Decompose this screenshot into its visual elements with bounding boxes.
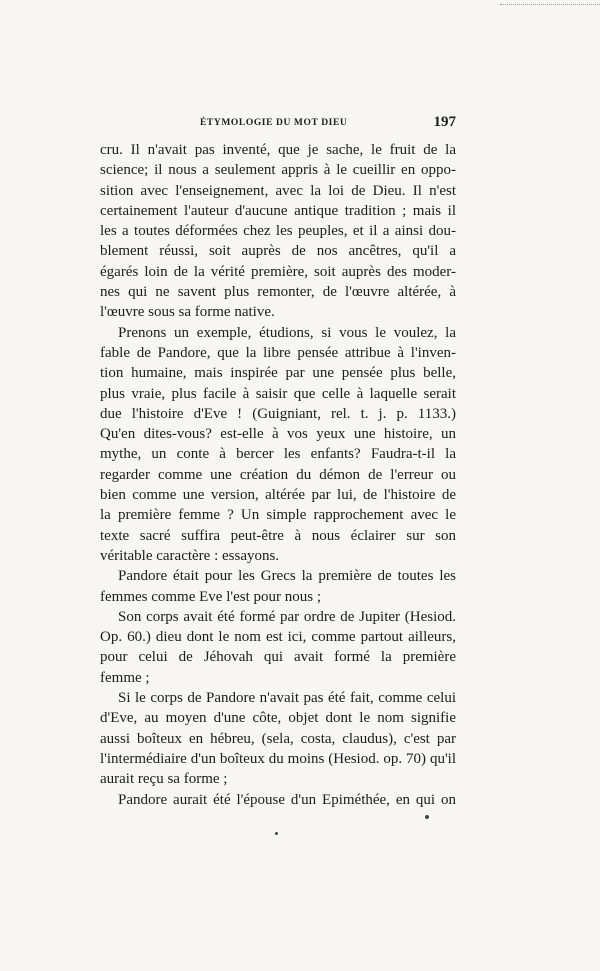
text-line: due l'histoire d'Eve ! (Guigniant, rel. t. j. p. 1133.) (100, 405, 456, 422)
text-line: plus vraie, plus facile à saisir que celle à laquelle serait (100, 385, 456, 402)
text-line: l'œuvre sous sa forme native. (100, 304, 275, 321)
text-line: Son corps avait été formé par ordre de Jupiter (Hesiod. (118, 608, 456, 625)
body-text (100, 140, 456, 810)
text-line: bien comme une version, altérée par lui, de l'histoire de (100, 487, 456, 504)
text-line: tion humaine, mais inspirée par une pensée plus belle, (100, 365, 456, 382)
text-line: Op. 60.) dieu dont le nom est ici, comme partout ailleurs, (100, 629, 456, 646)
text-line: Prenons un exemple, étudions, si vous le voulez, la (118, 324, 456, 341)
page-header (100, 116, 456, 138)
text-line: pour celui de Jéhovah qui avait formé la première (100, 649, 456, 666)
ink-speck (275, 832, 278, 835)
text-line: regarder comme une création du démon de l'erreur ou (100, 466, 456, 483)
text-line: nes qui ne savent plus remonter, de l'œuvre altérée, à (100, 284, 456, 301)
text-line: cru. Il n'avait pas inventé, que je sache, le fruit de la (100, 142, 456, 158)
text-line: femme ; (100, 669, 150, 686)
text-line: aussi boîteux en hébreu, (sela, costa, claudus), c'est par (100, 730, 456, 747)
text-line: la première femme ? Un simple rapprochement avec le (100, 507, 456, 524)
text-line: science; il nous a seulement appris à le cueillir en oppo- (100, 162, 456, 179)
ink-speck (425, 815, 429, 819)
text-line: sition avec l'enseignement, avec la loi de Dieu. Il n'est (100, 182, 456, 199)
text-line: égarés loin de la vérité première, soit auprès des moder- (100, 263, 456, 280)
text-line: d'Eve, au moyen d'une côte, objet dont le nom signifie (100, 710, 456, 727)
text-line: aurait reçu sa forme ; (100, 771, 228, 788)
text-line: Pandore aurait été l'épouse d'un Epiméthée, en qui on (118, 791, 456, 808)
text-line: femmes comme Eve l'est pour nous ; (100, 588, 321, 605)
text-line: certainement l'auteur d'aucune antique tradition ; mais il (100, 202, 456, 219)
running-head: ÉTYMOLOGIE DU MOT DIEU (200, 118, 348, 128)
text-line: véritable caractère : essayons. (100, 547, 280, 564)
text-line: mythe, un conte à bercer les enfants? Faudra-t-il la (100, 446, 456, 463)
text-line: Pandore était pour les Grecs la première de toutes les (118, 568, 456, 585)
text-line: texte sacré suffira peut-être à nous éclairer sur son (100, 527, 456, 544)
text-line: Qu'en dites-vous? est-elle à vos yeux une histoire, un (100, 426, 456, 443)
text-line: blement réussi, soit auprès de nos ancêtres, qu'il a (100, 243, 456, 260)
text-line: les a toutes déformées chez les peuples, et il a ainsi dou- (100, 223, 456, 240)
text-line: l'intermédiaire d'un boîteux du moins (Hesiod. op. 70) qu'il (100, 750, 456, 767)
page-number: 197 (433, 114, 456, 130)
text-line: Si le corps de Pandore n'avait pas été fait, comme celui (118, 690, 456, 707)
text-line: fable de Pandore, que la libre pensée attribue à l'inven- (100, 344, 456, 361)
scan-edge-mark (500, 4, 600, 8)
